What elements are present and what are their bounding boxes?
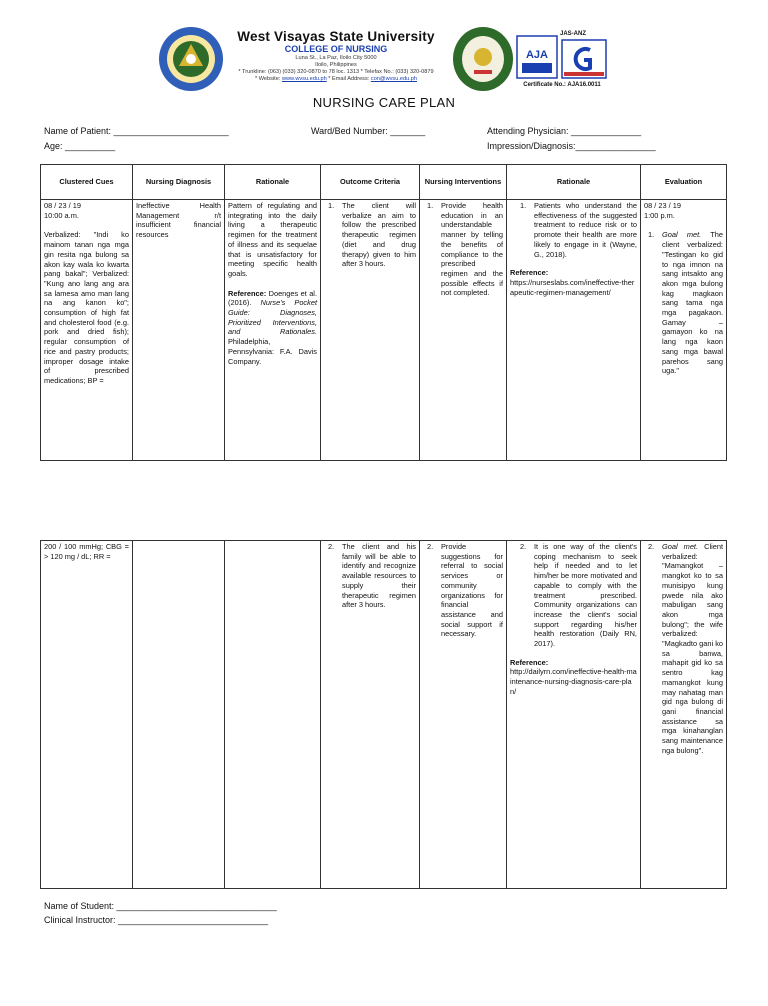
col-rationale-2: Rationale [507,165,641,200]
eval-time: 1:00 p.m. [644,210,675,220]
rationale-text: Pattern of regulating and integrating into the daily living a therapeutic regimen for the treatment of illness and its sequelae that is unsatisfactory for meeting specific health goals. [228,201,317,278]
address-line-2: Iloilo, Philippines [315,62,357,68]
contact-line: * Trunkline: (063) (033) 320-0870 to 78 loc. 1313 * Telefax No.: (033) 320-0879 [238,69,434,75]
impression-diagnosis-field[interactable]: Impression/Diagnosis:________________ [487,141,656,151]
web-email-line: * Website: www.wvsu.edu.ph * Email Address: con@wvsu.edu.ph [255,76,417,82]
email-link[interactable]: con@wvsu.edu.ph [370,76,417,82]
intervention-text: Provide suggestions for referral to social services or community organizations for financial assistance and social support if necessary. [441,542,503,639]
rationale2-cell: 2. It is one way of the client's coping mechanism to seek help if needed and to let him/her be more motivated and capable to comply with the treatment prescribed. Community organizations can increase the client's social support regarding his/her health restoration (Daily RN, 2017). Reference: http://dailyrn.com/ineffective-health-maintenance-nursing-diagnosis-care-plan/ [507,541,641,889]
intervention-cell: 2. Provide suggestions for referral to social services or community organizations for financial assistance and social support if necessary. [420,541,507,889]
intervention-text: Provide health education in an understandable manner by telling the benefits of compliance to the prescribed regimen and the possible effects if not completed. [441,201,503,298]
outcome-cell: 2. The client and his family will be able to identify and recognize available resources to supply their therapeutic regimen after 3 hours. [321,541,420,889]
age-field[interactable]: Age: __________ [44,141,116,151]
student-name-field[interactable]: Name of Student: ________________________________ [44,901,277,911]
rationale2-reference[interactable]: http://dailyrn.com/ineffective-health-maintenance-nursing-diagnosis-care-plan/ [510,667,637,696]
patient-name-field[interactable]: Name of Patient: _______________________ [44,126,229,136]
rationale-cell [225,200,321,461]
nursing-seal-right [452,26,514,92]
cues-cell: 200 / 100 mmHg; CBG = > 120 mg / dL; RR = [41,541,133,889]
rationale2-cell: 1. Patients who understand the effectiveness of the suggested treatment to reduce risk or to promote their health are more likely to engage in it (Wayne, G., 2018). Reference: https://nurseslabs.com/ineffective-therapeutic-regimen-management/ [507,200,641,461]
college-name: COLLEGE OF NURSING [284,44,388,54]
outcome-text: The client and his family will be able to identify and recognize available resources to supply their therapeutic regimen after 3 hours. [342,542,416,610]
cues-text: Verbalized: "Indi ko mainom tanan nga mga gin resita nga bulong sa akon kay wala ko kwarta pang bakal"; Verbalized: "Kung ano lang ang ara sa lamesa amo man lang na ang kanon ko"; consumption of high fat and cholesterol food (e.g. pork and dried fish); regular consumption of rice and pastry products; improper dosage intake of prescribed medications; BP = [44,230,129,385]
svg-text:AJA: AJA [525,49,549,61]
rationale2-reference[interactable]: https://nurseslabs.com/ineffective-therapeutic-regimen-management/ [510,277,635,297]
address-line-1: Luna St., La Paz, Iloilo City 5000 [295,55,377,61]
university-name: West Visayas State University [237,29,435,44]
evaluation-cell: 08 / 23 / 19 1:00 p.m. 1. Goal met. The client verbalized: "Testingan ko gid to nga imnon na sang intsakto ang akon mga bulong kag magkaon sang tama nga mga pagakaon. Gamay – gamayon ko na lang nga kaon sang mga bawal parehos sang uga." [641,200,727,461]
col-rationale: Rationale [225,165,321,200]
col-outcome-criteria: Outcome Criteria [321,165,420,200]
ward-bed-field[interactable]: Ward/Bed Number: _______ [311,126,426,136]
university-seal-left [158,26,224,92]
eval-date: 08 / 23 / 19 [644,201,681,210]
cues-date: 08 / 23 / 19 [44,201,81,210]
rationale2-text: Patients who understand the effectiveness of the suggested treatment to reduce risk or to promote their health are more likely to engage in it (Wayne, G., 2018). [534,201,637,259]
jas-anz-label: JAS-ANZ [560,31,587,37]
diagnosis-cell: Ineffective Health Management r/t insufficient financial resources [133,200,225,461]
eval-text: Goal met. Client verbalized: "Mamangkot – mangkot ko to sa munisipyo kung pwede nila ako mabuligan sang akon mga bulong"; the wife verbalized: "Magkadto gani ko sa banwa, mahapit gid ko sa sentro kag mamangkot kung may nahatag man gid nga bulong di gani financial assistance sa mga kinahanglan sang maintenance nga bulong". [662,542,723,755]
rationale2-reference-label: Reference: [510,268,549,278]
rationale-cell [225,541,321,889]
website-link[interactable]: www.wvsu.edu.ph [281,76,327,82]
col-nursing-interventions: Nursing Interventions [420,165,507,200]
page-title: NURSING CARE PLAN [312,95,456,110]
care-plan-table-2 [40,540,727,889]
certification-badges [516,30,608,80]
rationale2-reference-label: Reference: [510,657,549,667]
outcome-cell: 1. The client will verbalize an aim to follow the prescribed therapeutic regimen (diet and drug therapy) given to him after 3 hours. [321,200,420,461]
eval-text: Goal met. The client verbalized: "Testingan ko gid to nga imnon na sang intsakto ang akon mga bulong kag magkaon sang tama nga mga pagakaon. Gamay – gamayon ko na lang nga kaon sang mga bawal parehos sang uga." [662,230,723,376]
cues-cell [41,200,133,461]
physician-field[interactable]: Attending Physician: ______________ [487,126,642,136]
rationale2-text: It is one way of the client's coping mechanism to seek help if needed and to let him/her be more motivated and capable to comply with the treatment prescribed. Community organizations can increase the client's social support regarding his/her health restoration (Daily RN, 2017). [534,542,637,649]
table-header-row [41,165,727,200]
evaluation-cell: 2. Goal met. Client verbalized: "Mamangkot – mangkot ko to sa munisipyo kung pwede nila ako mabuligan sang akon mga bulong"; the wife verbalized: "Magkadto gani ko sa banwa, mahapit gid ko sa sentro kag mamangkot kung may nahatag man gid nga bulong di gani financial assistance sa mga kinahanglan sang maintenance nga bulong". [641,541,727,889]
col-nursing-diagnosis: Nursing Diagnosis [133,165,225,200]
intervention-cell: 1. Provide health education in an understandable manner by telling the benefits of compliance to the prescribed regimen and the possible effects if not completed. [420,200,507,461]
certificate-number: Certificate No.: AJA16.0011 [523,82,601,88]
col-clustered-cues: Clustered Cues [41,165,133,200]
care-plan-table-1 [40,164,727,461]
cues-time: 10:00 a.m. [44,210,79,220]
clinical-instructor-field[interactable]: Clinical Instructor: ______________________________ [44,915,269,925]
diagnosis-cell [133,541,225,889]
col-evaluation: Evaluation [641,165,727,200]
outcome-text: The client will verbalize an aim to follow the prescribed therapeutic regimen (diet and drug therapy) given to him after 3 hours. [342,201,416,269]
table-row [41,541,727,889]
rationale-reference: Reference: Doenges et al. (2016). Nurse's Pocket Guide: Diagnoses, Prioritized Interventions, and Rationales. Philadelphia, Pennsylvania: F.A. Davis Company. [228,288,317,366]
table-row [41,200,727,461]
